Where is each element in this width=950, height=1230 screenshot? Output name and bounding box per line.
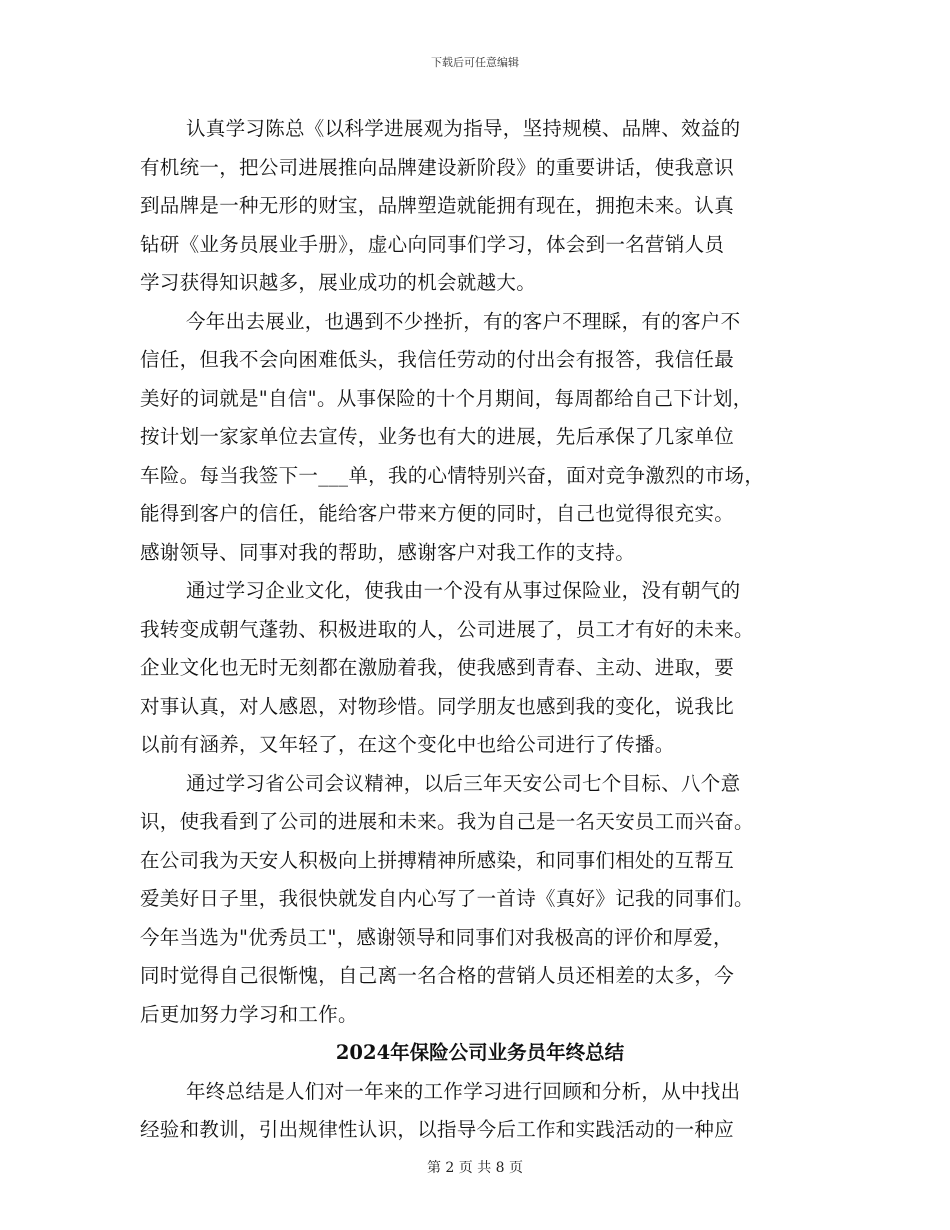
text-line: 企业文化也无时无刻都在激励着我，使我感到青春、主动、进取，要	[140, 656, 735, 679]
text-line: 到品牌是一种无形的财宝，品牌塑造就能拥有现在，拥抱未来。认真	[140, 194, 735, 217]
text-line: 同时觉得自己很惭愧，自己离一名合格的营销人员还相差的太多，今	[140, 964, 735, 987]
text-line: 今年当选为"优秀员工"，感谢领导和同事们对我极高的评价和厚爱，	[140, 925, 733, 949]
text-line: 年终总结是人们对一年来的工作学习进行回顾和分析，从中找出	[186, 1079, 741, 1103]
text-line: 有机统一，把公司进展推向品牌建设新阶段》的重要讲话，使我意识	[140, 155, 735, 179]
text-line: 经验和教训，引出规律性认识，以指导今后工作和实践活动的一种应	[140, 1118, 735, 1141]
page-header: 下载后可任意编辑	[431, 56, 519, 69]
section-title: 2024年保险公司业务员年终总结	[335, 1041, 625, 1064]
text-line: 通过学习企业文化，使我由一个没有从事过保险业，没有朝气的	[186, 579, 741, 602]
text-line: 感谢领导、同事对我的帮助，感谢客户对我工作的支持。	[140, 540, 636, 564]
text-line: 按计划一家家单位去宣传，业务也有大的进展，先后承保了几家单位	[140, 425, 735, 448]
text-line: 以前有涵养，又年轻了，在这个变化中也给公司进行了传播。	[140, 733, 675, 756]
text-line: 能得到客户的信任，能给客户带来方便的同时，自己也觉得很充实。	[140, 502, 735, 525]
document-body	[140, 110, 820, 1150]
text-line: 认真学习陈总《以科学进展观为指导，坚持规模、品牌、效益的	[186, 117, 741, 140]
section-text	[140, 1073, 820, 1150]
text-line: 爱美好日子里，我很快就发自内心写了一首诗《真好》记我的同事们。	[140, 887, 754, 910]
text-line: 在公司我为天安人积极向上拼搏精神所感染，和同事们相处的互帮互	[140, 848, 735, 872]
page-footer: 第 2 页 共 8 页	[426, 1160, 524, 1176]
text-line: 对事认真，对人感恩，对物珍惜。同学朋友也感到我的变化，说我比	[140, 694, 735, 718]
text-line: 美好的词就是"自信"。从事保险的十个月期间，每周都给自己下计划，	[140, 386, 753, 410]
text-line: 我转变成朝气蓬勃、积极进取的人，公司进展了，员工才有好的未来。	[140, 617, 754, 641]
text-line: 钻研《业务员展业手册》，虚心向同事们学习，体会到一名营销人员	[140, 232, 725, 256]
text-line: 车险。每当我签下一___单，我的心情特别兴奋，面对竞争激烈的市场，	[140, 463, 765, 487]
body-text	[140, 110, 820, 1034]
text-line: 今年出去展业，也遇到不少挫折，有的客户不理睬，有的客户不	[186, 309, 741, 333]
text-line: 通过学习省公司会议精神，以后三年天安公司七个目标、八个意	[186, 771, 741, 795]
text-line: 信任，但我不会向困难低头，我信任劳动的付出会有报答，我信任最	[140, 348, 735, 371]
text-line: 学习获得知识越多，展业成功的机会就越大。	[140, 271, 537, 294]
text-line: 识，使我看到了公司的进展和未来。我为自己是一名天安员工而兴奋。	[140, 810, 754, 833]
text-line: 后更加努力学习和工作。	[140, 1002, 358, 1026]
